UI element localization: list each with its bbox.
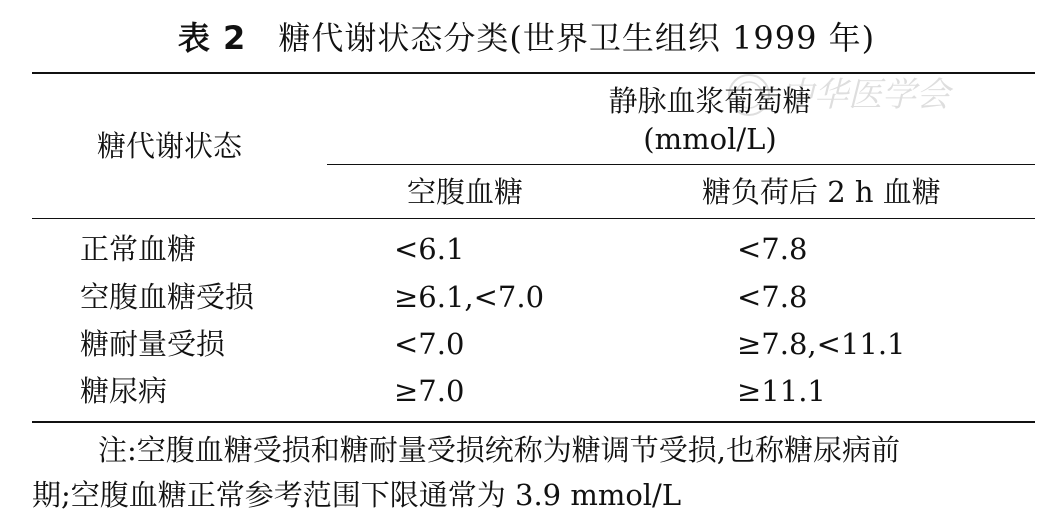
- ogtt-value-cell: ≥11.1: [737, 374, 826, 408]
- ogtt-value-cell: <7.8: [737, 232, 808, 266]
- row-header-cell: 糖代谢状态: [97, 129, 243, 163]
- status-cell: 空腹血糖受损: [80, 280, 255, 314]
- fasting-value-cell: <6.1: [394, 232, 465, 266]
- table-note-line-2: 期;空腹血糖正常参考范围下限通常为 3.9 mmol/L: [32, 478, 682, 512]
- column-header-fasting: 空腹血糖: [407, 175, 524, 209]
- status-cell: 糖耐量受损: [80, 327, 226, 361]
- group-header-title: 静脉血浆葡萄糖: [608, 84, 812, 118]
- column-header-ogtt: 糖负荷后 2 h 血糖: [702, 175, 941, 209]
- group-header-unit: (mmol/L): [643, 122, 777, 156]
- group-header-rule: [327, 164, 1035, 165]
- table-title: [0, 18, 1053, 58]
- table-top-rule: [32, 72, 1035, 74]
- ogtt-value-cell: ≥7.8,<11.1: [737, 327, 906, 361]
- table-note-line-1: 注:空腹血糖受损和糖耐量受损统称为糖调节受损,也称糖尿病前: [98, 433, 900, 467]
- table-header-rule: [32, 218, 1035, 219]
- fasting-value-cell: ≥6.1,<7.0: [394, 280, 545, 314]
- table-bottom-rule: [32, 421, 1035, 423]
- watermark-text: 中华医学会: [780, 75, 950, 115]
- ogtt-value-cell: <7.8: [737, 280, 808, 314]
- table-title-text: 糖代谢状态分类(世界卫生组织 1999 年): [278, 19, 876, 57]
- status-cell: 糖尿病: [80, 374, 168, 408]
- status-cell: 正常血糖: [80, 232, 197, 266]
- fasting-value-cell: <7.0: [394, 327, 465, 361]
- fasting-value-cell: ≥7.0: [394, 374, 465, 408]
- table-number-label: 表 2: [177, 19, 247, 57]
